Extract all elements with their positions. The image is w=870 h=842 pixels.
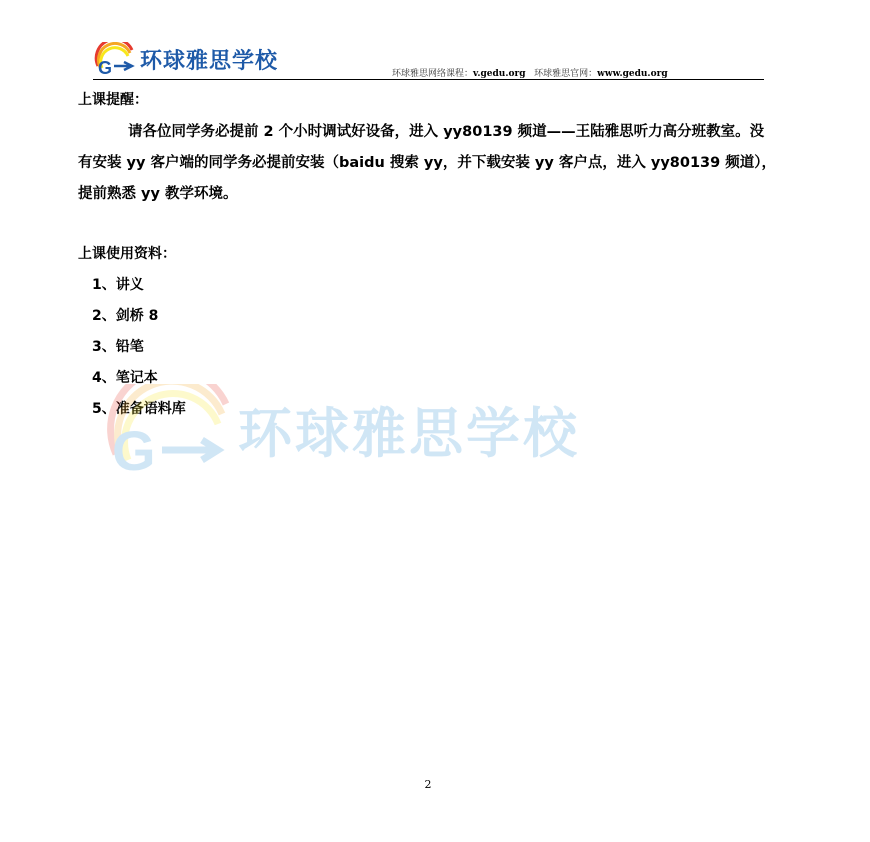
materials-title: 上课使用资料： <box>78 246 176 262</box>
list-item: 1、讲义 <box>92 277 144 293</box>
official-site-url[interactable]: www.gedu.org <box>597 69 668 79</box>
official-site-label: 环球雅思官网： <box>534 69 598 79</box>
reminder-title: 上课提醒： <box>78 92 148 108</box>
svg-text:G: G <box>98 58 113 76</box>
watermark-text: 环球雅思学校 <box>238 401 580 465</box>
materials-list <box>92 270 186 425</box>
page-number: 2 <box>424 778 432 791</box>
svg-text:G: G <box>112 419 156 474</box>
online-course-label: 环球雅思网络课程： <box>392 69 474 79</box>
gedu-logo-icon <box>94 42 138 76</box>
reminder-text: 请各位同学务必提前 2 个小时调试好设备，进入 yy80139 频道——王陆雅思听力高分班教室。没有安装 yy 客户端的同学务必提前安装（baidu 搜索 yy，并下载安装 yy 客户点，进入 yy80139 频道），提前熟悉 yy 教学环境。 <box>78 124 777 202</box>
header-divider <box>93 79 764 80</box>
header-links <box>392 66 668 79</box>
list-item: 3、铅笔 <box>92 339 144 355</box>
list-item: 5、准备语料库 <box>92 401 186 417</box>
header-logo <box>94 42 278 76</box>
online-course-url[interactable]: v.gedu.org <box>473 69 526 79</box>
list-item: 4、笔记本 <box>92 370 158 386</box>
list-item: 2、剑桥 8 <box>92 308 159 324</box>
reminder-paragraph <box>78 117 778 210</box>
logo-text: 环球雅思学校 <box>140 48 279 74</box>
